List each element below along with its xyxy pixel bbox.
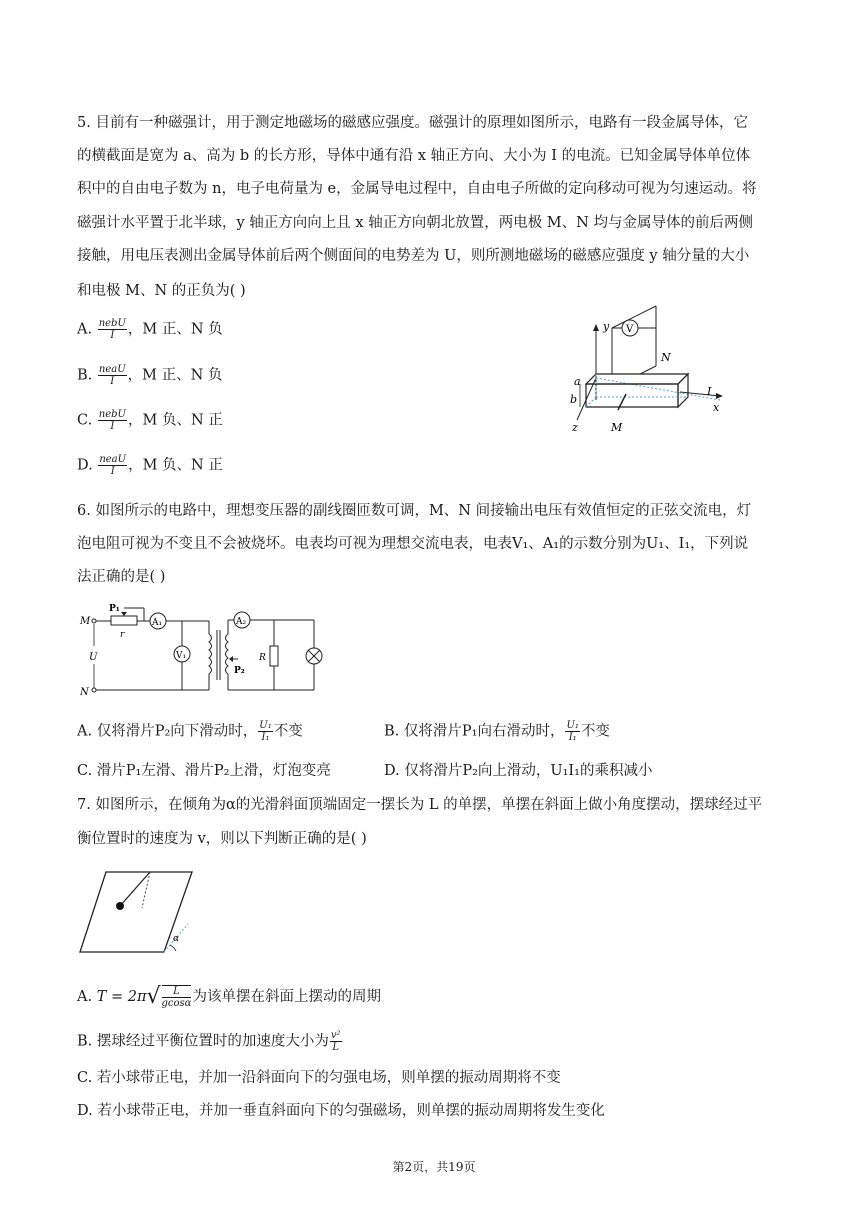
label-U: U [89, 652, 98, 663]
label-b: b [570, 393, 578, 406]
label-y: y [603, 320, 610, 333]
q6-option-b[interactable]: B. 仅将滑片P₁向右滑动时， $\frac{\text{U₁}}{\text{I₁}}$ 不变 [384, 720, 610, 743]
q5-line: 5. 目前有一种磁强计，用于测定地磁场的磁感应强度。磁强计的原理如图所示，电路有一段金属导体，它 [77, 115, 748, 131]
label-N: N [661, 351, 671, 364]
q5-option-d[interactable]: D. $\frac{\text{neaU}}{I}$ ，M 负、N 正 [77, 454, 223, 477]
q5-line: 和电极 M、N 的正负为( ) [77, 283, 246, 299]
q7-incline-pendulum-figure [78, 868, 208, 956]
label-A2: A₂ [236, 617, 247, 627]
fraction: $\frac{\text{nebU}}{I}$ [98, 409, 126, 432]
q5-option-b[interactable]: B. $\frac{\text{neaU}}{I}$ ，M 正、N 负 [77, 364, 223, 387]
label-I: I [707, 385, 712, 398]
fraction: $\frac{\text{nebU}}{I}$ [98, 318, 126, 341]
q6-option-c[interactable]: C. 滑片P₁左滑、滑片P₂上滑，灯泡变亮 [77, 763, 331, 779]
fraction: $\frac{\text{neaU}}{I}$ [98, 364, 126, 387]
label-a: a [574, 375, 581, 388]
label-M: M [80, 616, 91, 627]
q5-option-c[interactable]: C. $\frac{\text{nebU}}{I}$ ，M 负、N 正 [77, 409, 223, 432]
q5-line: 磁强计水平置于北半球，y 轴正方向向上且 x 轴正方向朝北放置，两电极 M、N 均与金属导体的前后两侧 [77, 215, 753, 231]
q6-circuit-figure [78, 600, 323, 698]
fraction: $\frac{\text{U₁}}{\text{I₁}}$ [259, 720, 272, 743]
q6-option-d[interactable]: D. 仅将滑片P₂向上滑动，U₁I₁的乘积减小 [384, 763, 653, 779]
fraction: $\frac{\text{v²}}{L}$ [330, 1030, 341, 1053]
page-footer: 第2页，共19页 [392, 1160, 476, 1174]
q5-line: 接触，用电压表测出金属导体前后两个侧面间的电势差为 U，则所测地磁场的磁感应强度 y 轴分量的大小 [77, 248, 750, 264]
q6-line: 6. 如图所示的电路中，理想变压器的副线圈匝数可调，M、N 间接输出电压有效值恒定的正弦交流电，灯 [77, 503, 752, 519]
q6-line: 法正确的是( ) [77, 569, 166, 585]
label-M: M [611, 421, 623, 434]
q7-line: 衡位置时的速度为 v，则以下判断正确的是( ) [77, 831, 367, 847]
label-N: N [80, 687, 89, 698]
q7-option-d[interactable]: D. 若小球带正电，并加一垂直斜面向下的匀强磁场，则单摆的振动周期将发生变化 [77, 1103, 605, 1119]
label-A1: A₁ [152, 618, 163, 628]
q7-option-a[interactable]: A. T = 2π√ $\frac{L}{gcos\alpha}$ 为该单摆在斜面上摆动的周期 [77, 984, 381, 1009]
q6-line: 泡电阻可视为不变且不会被烧坏。电表均可视为理想交流电表，电表V₁、A₁的示数分别为U₁、I₁，下列说 [77, 536, 749, 552]
q5-line: 积中的自由电子数为 n，电子电荷量为 e，金属导电过程中，自由电子所做的定向移动可视为匀速运动。将 [77, 181, 757, 197]
q6-option-a[interactable]: A. 仅将滑片P₂向下滑动时， $\frac{\text{U₁}}{\text{I₁}}$ 不变 [77, 720, 303, 743]
fraction: $\frac{\text{U₁}}{\text{I₁}}$ [566, 720, 579, 743]
label-V1: V₁ [176, 651, 187, 661]
q7-option-c[interactable]: C. 若小球带正电，并加一沿斜面向下的匀强电场，则单摆的振动周期将不变 [77, 1070, 561, 1086]
q5-option-a[interactable]: A. $\frac{\text{nebU}}{I}$ ，M 正、N 负 [77, 318, 223, 341]
label-x: x [713, 401, 720, 414]
q5-magnetometer-figure [560, 300, 740, 440]
q5-line: 的横截面是宽为 a、高为 b 的长方形，导体中通有沿 x 轴正方向、大小为 I 的电流。已知金属导体单位体 [77, 148, 751, 164]
q7-line: 7. 如图所示，在倾角为α的光滑斜面顶端固定一摆长为 L 的单摆，单摆在斜面上做小角度摆动，摆球经过平 [77, 797, 763, 813]
label-P2: P₂ [234, 666, 245, 676]
label-r: r [120, 630, 125, 640]
fraction: $\frac{L}{gcos\alpha}$ [161, 986, 192, 1009]
label-z: z [572, 421, 578, 434]
label-R: R [259, 653, 266, 663]
label-V: V [626, 324, 634, 335]
label-P1: P₁ [109, 604, 120, 614]
sqrt-sign: √ [146, 984, 161, 1009]
q7-option-b[interactable]: B. 摆球经过平衡位置时的加速度大小为 $\frac{\text{v²}}{L}$ [77, 1030, 341, 1053]
fraction: $\frac{\text{neaU}}{I}$ [99, 454, 127, 477]
label-alpha: α [173, 934, 180, 944]
